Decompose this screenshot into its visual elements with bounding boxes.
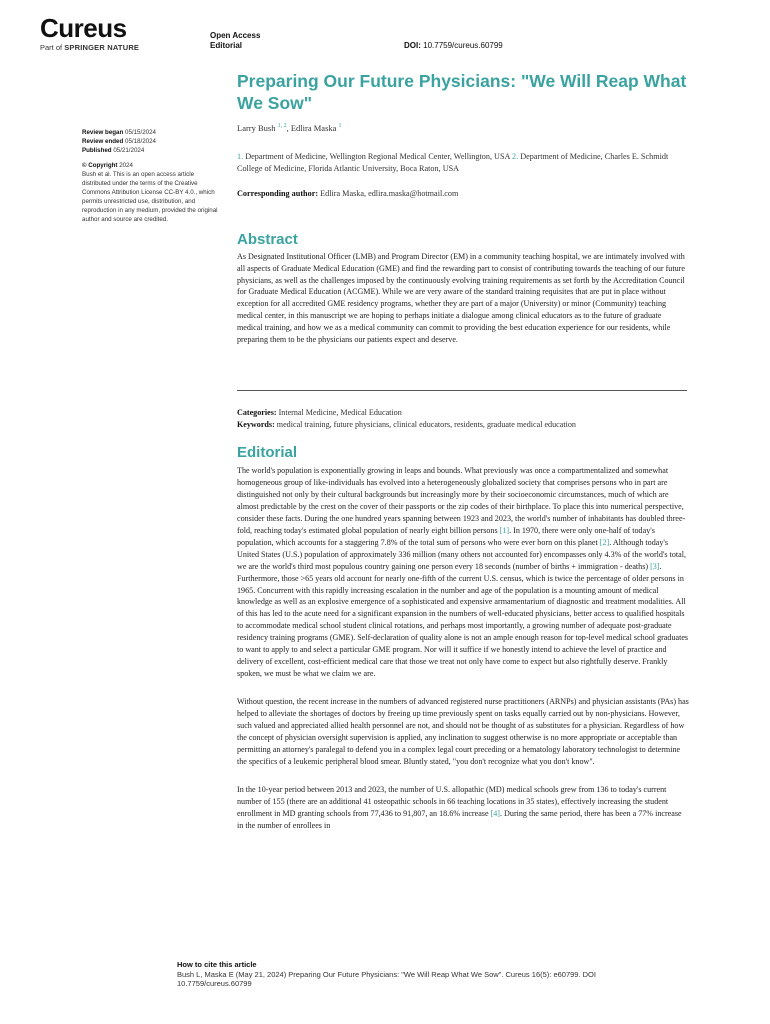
how-to-cite-heading: How to cite this article [177,960,257,969]
corresponding-author [237,189,458,198]
affiliation-number: 2. [512,152,519,161]
abstract-text: As Designated Institutional Officer (LMB) and Program Director (EM) in a community teaching hospital, we are intimately involved with all aspects of Graduate Medical Education (GME) and find the rewarding part to consist of contributing towards the teaching of our future physicians, as well as the challenges imposed by the continuously evolving training requirements as set forth by the Accreditation Council for Graduate Medical Education (ACGME). While we are very aware of the standard training requisites that are put in place without exception for all accredited GME residency programs, whether they are part of a major (University) or minor (Community) teaching medical center, in this manuscript we are hoping to perhaps initiate a dialogue among clinical educators as to the future of graduate medical training, and how we as a medical community can commit to providing the best education experience for our residents, while preparing them to be the physicians our patients expect and deserve. [237,252,685,344]
categories: Categories: Internal Medicine, Medical Education [237,408,402,417]
article-metadata [237,407,576,431]
reference-link[interactable]: [4] [490,808,500,818]
article-title: Preparing Our Future Physicians: "We Will Reap What We Sow" [237,71,687,113]
article-status [210,31,260,51]
paragraph: In the 10-year period between 2013 and 2023, the number of U.S. allopathic (MD) medical schools grew from 136 to today's current number of 155 (there are an additional 41 osteopathic schools in 66 teaching locations in 35 states), effectively increasing the student enrollment in MD granting schools from 77,436 to 91,807, an 18.6% increase [4]. During the same period, there has been a 77% increase in the number of enrollees in [237,784,682,830]
logo-publisher: SPRINGER NATURE [64,43,140,52]
editorial-body [237,465,689,848]
article-type-label: Editorial [210,41,243,50]
license-text: Bush et al. This is an open access article distributed under the terms of the Creative Commons Attribution License CC-BY 4.0., which permits unrestricted use, distribution, and reproduction in any medium, provided the original author and source are credited. [82,171,218,223]
reference-link[interactable]: [1] [499,525,510,535]
citation-text: Bush L, Maska E (May 21, 2024) Preparing Our Future Physicians: "We Will Reap What We Sow". Cureus 16(5): e60799. DOI 10.7759/cureus.60799 [177,969,596,988]
paragraph: Without question, the recent increase in the numbers of advanced registered nurse practitioners (ARNPs) and physician assistants (PAs) has helped to alleviate the shortages of doctors by freeing up time previously spent on tasks equally carried out by non-physicians. However, such valued and appreciated allied health personnel are not, and should not be thought of as substitutes for a physician. Regardless of how the concept of physician oversight supervision is applied, any inclination to suggest otherwise is no more appropriate or acceptable than permitting an attorney's paralegal to defend you in a complex legal court preceding or a hematology laboratory technologist to determine the specifics of a leukemic peripheral blood smear. Bluntly stated, "you don't recognize what you don't know". [237,697,689,766]
article-sidebar [82,128,222,224]
paragraph: The world's population is exponentially growing in leaps and bounds. What previously was once a compartmentalized and somewhat homogeneous group of like-individuals has evolved into a heterogeneously globalized society that comprises persons who in part are distinguished not only by their cultural backgrounds but increasingly more by their socioeconomic circumstances, much of which are almost predictable by the crest on the cover of their passports or the zip codes of their birthplace. To place this into numerical perspective, consider these facts. During the one hundred years spanning between 1923 and 2023, the world's number of inhabitants has doubled three-fold, reaching today's estimated global population of nearly eight billion persons [1]. In 1970, there were only one-half of today's population, which accounts for a staggering 7.8% of the total sum of persons who were ever born on this planet [2]. Although today's United States (U.S.) population of approximately 336 million (many others not accounted for) encompasses only 4.3% of the world's total, we are the world's third most populous country gaining one person every 18 seconds (number of births + immigration - deaths) [3]. Furthermore, those >65 years old account for nearly one-fifth of the current U.S. census, which is twice the percentage of older persons in 1965. Concurrent with this rapidly increasing escalation in the number and age of the population is a mounting amount of medical knowledge as well as an explosive emergence of a sophisticated and expensive armamentarium of diagnostic and treatment modalities. All of this has led to the acute need for a significant expansion in the numbers of well-educated physicians, better access to qualified hospitals to accommodate medical school student clinical rotations, and perhaps most importantly, a growing number of adequate post-graduate residency training programs (GME). Self-declaration of quality alone is not an ample enough reason for top-level medical school graduates to want to apply to and select a particular GME program. Nor will it suffice if we honestly intend to achieve the level of practice and delivery of excellent, cost-efficient medical care that those we treat not only have come to expect but also rightfully deserve. Frankly spoken, we must be what we claim we are. [237,466,689,679]
review-ended: Review ended 05/18/2024 [82,138,156,145]
review-began: Review began 05/15/2024 [82,129,156,136]
abstract-heading: Abstract [237,231,298,248]
how-to-cite [177,960,657,989]
reference-link[interactable]: [2] [599,537,610,547]
reference-link[interactable]: [3] [650,561,660,571]
affiliation-1: Department of Medicine, Wellington Regional Medical Center, Wellington, USA [245,152,510,161]
corresponding-author-label: Corresponding author: [237,189,319,198]
logo-publisher-line [40,43,139,52]
corresponding-author-contact[interactable]: Edlira Maska, edlira.maska@hotmail.com [320,189,459,198]
author-list: Larry Bush $^{1, 2}$, Edlira Maska $^1$ [237,123,342,133]
affiliations [237,151,689,175]
author-affiliation-ref[interactable]: 1, 2 [277,123,287,130]
header-doi [404,41,503,50]
author-name[interactable]: Edlira Maska [290,123,337,133]
affiliation-number: 1. [237,152,244,161]
copyright: © Copyright 2024 [82,162,133,169]
section-divider [237,390,687,391]
cureus-logo[interactable] [40,14,139,52]
author-affiliation-ref[interactable]: 1 [338,123,342,130]
doi-label: DOI: [404,41,421,50]
published-date: Published 05/21/2024 [82,147,145,154]
author-name[interactable]: Larry Bush [237,123,276,133]
affiliation-2: Department of Medicine, Charles E. Schmidt College of Medicine, Florida Atlantic University, Boca Raton, USA [237,152,669,173]
doi-value[interactable]: 10.7759/cureus.60799 [423,41,503,50]
keywords: Keywords: medical training, future physicians, clinical educators, residents, graduate medical education [237,420,576,429]
logo-part-of: Part of [40,43,63,52]
open-access-label: Open Access [210,31,261,40]
logo-wordmark: Cureus [40,13,127,43]
editorial-heading: Editorial [237,444,298,461]
